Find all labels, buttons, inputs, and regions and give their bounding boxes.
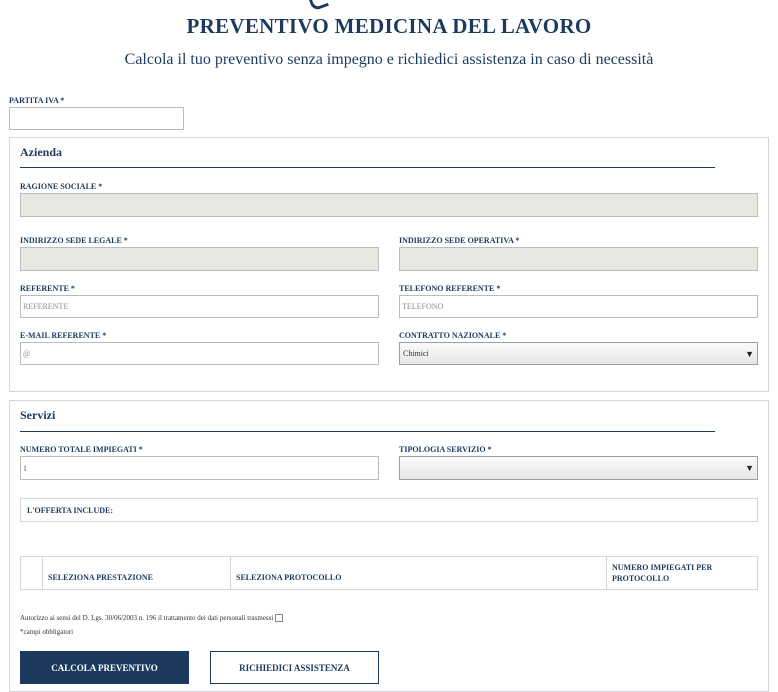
referente-input[interactable]: REFERENTE — [20, 295, 379, 318]
page-title: PREVENTIVO MEDICINA DEL LAVORO — [186, 14, 592, 38]
contratto-select[interactable] — [399, 342, 758, 365]
th-prestazione: SELEZIONA PRESTAZIONE — [48, 573, 153, 582]
logo-mark-icon — [308, 0, 329, 11]
referente-label: REFERENTE * — [20, 284, 75, 293]
servizi-divider — [20, 431, 715, 432]
telefono-input[interactable]: TELEFONO — [399, 295, 758, 318]
th-numero-impiegati: NUMERO IMPIEGATI PER PROTOCOLLO — [612, 563, 713, 583]
table-divider — [230, 556, 231, 590]
tipologia-select[interactable] — [399, 456, 758, 480]
indirizzo-operativa-label: INDIRIZZO SEDE OPERATIVA * — [399, 236, 520, 245]
ragione-sociale-input[interactable] — [20, 193, 758, 217]
th-protocollo: SELEZIONA PROTOCOLLO — [236, 573, 342, 582]
chevron-down-icon: ▼ — [745, 348, 754, 359]
contratto-label: CONTRATTO NAZIONALE * — [399, 331, 507, 340]
email-label: E-MAIL REFERENTE * — [20, 331, 107, 340]
indirizzo-operativa-input[interactable] — [399, 247, 758, 271]
contratto-selected-value: Chimici — [403, 349, 429, 358]
chevron-down-icon: ▼ — [745, 463, 754, 473]
offerta-label: L'OFFERTA INCLUDE: — [27, 506, 114, 515]
ragione-sociale-label: RAGIONE SOCIALE * — [20, 182, 103, 191]
partita-iva-input[interactable] — [9, 107, 184, 130]
partita-iva-label: PARTITA IVA * — [9, 96, 65, 105]
privacy-consent — [20, 614, 283, 622]
numero-impiegati-input[interactable]: 1 — [20, 456, 379, 480]
richiedici-assistenza-button[interactable]: RICHIEDICI ASSISTENZA — [210, 651, 379, 684]
required-note: *campi obbligatori — [20, 628, 74, 636]
privacy-consent-text: Autorizzo ai sensi del D. Lgs. 30/06/2003 n. 196 il trattamento dei dati personali trasmessi — [20, 614, 274, 622]
azienda-divider — [20, 167, 715, 168]
calcola-preventivo-button[interactable]: CALCOLA PREVENTIVO — [20, 651, 189, 684]
table-divider — [606, 556, 607, 590]
email-input[interactable]: @ — [20, 342, 379, 365]
telefono-label: TELEFONO REFERENTE * — [399, 284, 501, 293]
numero-impiegati-label: NUMERO TOTALE IMPIEGATI * — [20, 445, 143, 454]
indirizzo-legale-label: INDIRIZZO SEDE LEGALE * — [20, 236, 128, 245]
servizi-fieldset — [9, 400, 769, 692]
page-subtitle: Calcola il tuo preventivo senza impegno e richiedici assistenza in caso di necessità — [124, 51, 654, 68]
privacy-checkbox[interactable] — [275, 614, 283, 622]
table-divider — [42, 556, 43, 590]
offerta-box — [20, 498, 758, 522]
indirizzo-legale-input[interactable] — [20, 247, 379, 271]
azienda-legend: Azienda — [20, 145, 62, 159]
servizi-legend: Servizi — [20, 408, 56, 422]
tipologia-label: TIPOLOGIA SERVIZIO * — [399, 445, 492, 454]
